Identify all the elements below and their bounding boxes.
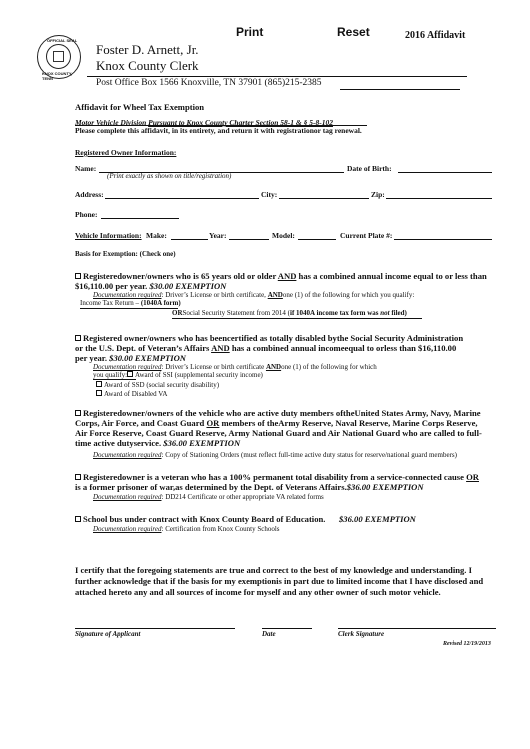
senior-line2: $16,110.00 per year. $30.00 EXEMPTION [75, 281, 227, 291]
form-title: Affidavit for Wheel Tax Exemption [75, 102, 205, 112]
option-bus: School bus under contract with Knox County Board of Education. [75, 514, 325, 524]
senior-doc-rule [80, 308, 178, 309]
form-year-label: 2016 Affidavit [405, 30, 466, 41]
year-label: Year: [209, 231, 227, 240]
print-button[interactable]: Print [236, 25, 264, 39]
clerk-signature-line[interactable] [338, 628, 496, 629]
clerk-address: Post Office Box 1566 Knoxville, TN 37901 (865)215-2385 [96, 78, 322, 88]
header-divider [87, 76, 467, 77]
va-option: Award of Disabled VA [96, 390, 167, 398]
city-label: City: [261, 190, 278, 199]
senior-line1: Registeredowner/owners who is 65 years old or older AND has a combined annual income equal to or less than [75, 271, 495, 281]
senior-doc-line1: Documentation required: Driver’s License or birth certificate, ANDone (1) of the following for which you qualify: [93, 291, 415, 299]
option-disabled [75, 333, 495, 363]
date-label: Date [262, 630, 276, 638]
military-checkbox[interactable] [75, 410, 81, 416]
disabled-line1: Registered owner/owners who has beencertified as totally disabled bythe Social Security Administration [75, 333, 495, 343]
senior-or-rule [172, 318, 422, 319]
option-veteran [75, 472, 495, 492]
dob-field[interactable] [398, 172, 492, 173]
applicant-signature-label: Signature of Applicant [75, 630, 141, 638]
year-field[interactable] [229, 239, 269, 240]
reset-button[interactable]: Reset [337, 25, 370, 39]
senior-or-line: ORSocial Security Statement from 2014 (if 1040A income tax form was not filed) [172, 309, 407, 317]
veteran-doc: Documentation required: DD214 Certificate or other appropriate VA related forms [93, 493, 324, 501]
basis-label: Basis for Exemption: (Check one) [75, 250, 176, 258]
clerk-signature-label: Clerk Signature [338, 630, 385, 638]
option-military [75, 408, 497, 448]
veteran-line2: is a former prisoner of war,as determined by the Dept. of Veterans Affairs.$36.00 EXEMPTION [75, 482, 424, 492]
military-line1: Registeredowner/owners of the vehicle who are active duty members oftheUnited States Army, Navy, Marine [75, 408, 497, 418]
senior-doc-line2: Income Tax Return – (1040A form) [80, 299, 181, 307]
address-field[interactable] [105, 198, 259, 199]
bus-checkbox[interactable] [75, 516, 81, 522]
option-senior [75, 271, 495, 291]
revised-date: Revised 12/19/2013 [443, 641, 491, 647]
ssd-checkbox[interactable] [96, 381, 102, 387]
military-line2: Corps, Air Force, and Coast Guard OR members of theArmy Reserve, Naval Reserve, Marine Corps Reserve, [75, 418, 478, 428]
make-field[interactable] [171, 239, 208, 240]
plate-label: Current Plate #: [340, 231, 393, 240]
va-checkbox[interactable] [96, 390, 102, 396]
senior-checkbox[interactable] [75, 273, 81, 279]
disabled-doc-line2: you qualify: Award of SSI (supplemental security income) [93, 371, 263, 379]
bus-doc: Documentation required: Certification from Knox County Schools [93, 525, 280, 533]
veteran-line1: Registeredowner is a veteran who has a 100% permanent total disability from a service-connected cause OR [75, 472, 495, 482]
ssi-checkbox[interactable] [127, 371, 133, 377]
zip-field[interactable] [386, 198, 492, 199]
military-line3: Air Force Reserve, Coast Guard Reserve, Army National Guard and Air National Guard who are called to full- [75, 428, 482, 438]
division-charter: Pursuant to Knox County Charter Section 58-1 & § 5-8-102 [148, 118, 333, 127]
veteran-checkbox[interactable] [75, 474, 81, 480]
seal-inner-ring [46, 44, 71, 69]
header-address-rule [340, 89, 460, 90]
dob-label: Date of Birth: [347, 164, 392, 173]
bus-amount: $36.00 EXEMPTION [339, 514, 416, 524]
seal-bottom-text: KNOX COUNTY, TENN [42, 71, 73, 81]
name-label: Name: [75, 164, 97, 173]
instructions: Please complete this affidavit, in its entirety, and return it with registrationor tag renewal. [75, 126, 362, 135]
seal-top-text: OFFICIAL SEAL [47, 38, 78, 43]
disabled-line2: or the U.S. Dept. of Veteran’s Affairs AND has a combined annual incomeequal to orless than $16,110.00 [75, 343, 457, 353]
date-line[interactable] [262, 628, 312, 629]
county-seal-logo [37, 35, 81, 79]
applicant-signature-line[interactable] [75, 628, 235, 629]
plate-field[interactable] [394, 239, 492, 240]
vehicle-info-row [75, 231, 142, 240]
vehicle-label: Vehicle Information: [75, 231, 142, 240]
disabled-doc-rule [93, 379, 136, 380]
address-label: Address: [75, 190, 104, 199]
disabled-checkbox[interactable] [75, 335, 81, 341]
city-field[interactable] [279, 198, 369, 199]
model-label: Model: [272, 231, 295, 240]
make-label: Make: [146, 231, 167, 240]
owner-heading: Registered Owner Information: [75, 148, 177, 157]
phone-field[interactable] [101, 218, 179, 219]
certification-line-2: further acknowledge that if the basis for my exemptionis in part due to limited income that I have disclosed and [75, 576, 484, 586]
clerk-name: Foster D. Arnett, Jr. [96, 42, 199, 57]
model-field[interactable] [298, 239, 336, 240]
military-line4: time active dutyservice. $36.00 EXEMPTION [75, 438, 241, 448]
certification-line-3: attached hereto any and all sources of income for myself and any other owner of such motor vehicle. [75, 587, 441, 597]
disabled-line3: per year. $30.00 EXEMPTION [75, 353, 187, 363]
zip-label: Zip: [371, 190, 385, 199]
certification-line-1: I certify that the foregoing statements are true and correct to the best of my knowledge and understanding. I [75, 565, 472, 575]
name-hint: (Print exactly as shown on title/registration) [107, 172, 232, 180]
disabled-doc-line1: Documentation required: Driver’s License or birth certificate ANDone (1) of the following for which [93, 363, 377, 371]
military-doc: Documentation required: Copy of Stationing Orders (must reflect full-time active duty status for reserve/national guard members) [93, 451, 457, 459]
phone-label: Phone: [75, 210, 98, 219]
ssd-option: Award of SSD (social security disability) [96, 381, 219, 389]
division-prefix: Motor Vehicle Division [75, 118, 147, 127]
seal-emblem [53, 51, 64, 62]
clerk-office: Knox County Clerk [96, 58, 199, 73]
